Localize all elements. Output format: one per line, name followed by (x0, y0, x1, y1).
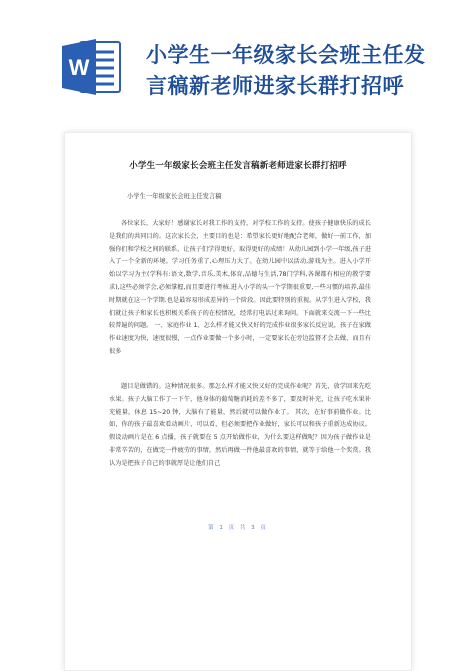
header-banner (0, 0, 474, 130)
banner-title-line1: 小学生一年级家长会班主任发 (146, 43, 426, 67)
paragraph-1: 各位家长，大家好！感谢家长对我工作的支持，对学校工作的支持。使孩子健康快乐的成长是我们的共同目的。这次家长会，主要目的也是：希望家长更好地配合老师，做好一前工作，加强你们和学校之间的联系，让孩子们学得更好，取得更好的成绩！从幼儿园到小学一年级,孩子进入了一个全新的环境。学习任务重了,心理压力大了。在幼儿园中以活动,游戏为主。进入小学开始以学习为主(学科有:语文,数学,音乐,美术,体育,品德与生活,78门学科,各课都有相应的教学要求),这些必须学会,必须掌握,而且要进行考核.进入小学的头一个学期很重要,一些习惯的培养,最佳时期就在这一个学期.也是最容易形成差异的一个阶段。因此要特别的重视。从学生进入学校，我们就让孩子和家长也积极关系孩子的在校情况，经常打电话过来询问。下面就来交流一下一些比较普遍的问题。 一、家庭作业 1、怎么样才能又快又好的完成作业很多家长反应说，孩子在家做作业速度为快，速度很慢，一点作业要做一个多小时，一定要家长在旁边监督才会去做，而且有很多 (109, 220, 371, 355)
document-page (64, 132, 412, 671)
document-title: 小学生一年级家长会班主任发言稿新老师进家长群打招呼 (129, 161, 347, 171)
word-document-icon (60, 36, 124, 98)
banner-title (146, 40, 466, 102)
banner-title-line2: 言稿新老师进家长群打招呼 (146, 74, 404, 98)
paragraph-2: 题目是做错的。这种情况很多。那怎么样才能又快又好的完成作业呢？首先，放学回来先吃水果。孩子大脑工作了一下午，他身体的葡萄糖消耗的差不多了，要及时补充，让孩子吃水果补充能量，休息 15~20 钟，大脑有了能量，然后就可以做作业了。 其次，在好事前做作业。比如，你的孩子最喜欢看动画片，可以看，但必须要把作业做好，家长可以和孩子重新达成协议。假设动画片是在 6 点播，孩子就要在 5 点开始做作业，为什么要这样做呢？因为孩子做作业是非常辛苦的，在做完一件疲劳的事情，然后再做一件他最喜欢的事情，就等于给他一个奖赏。我认为是把孩子自己的事就厚是让他们自己 (109, 383, 371, 467)
page-number: 第 1 页 共 3 页 (208, 525, 268, 531)
document-subhead: 小学生一年级家长会班主任发言稿 (127, 193, 222, 200)
word-icon-letter: W (68, 55, 90, 80)
